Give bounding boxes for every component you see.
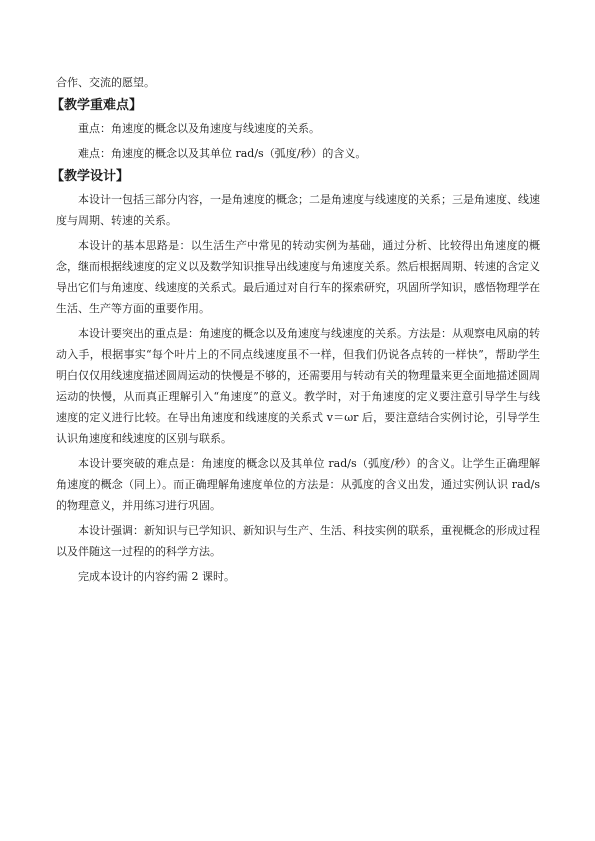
intro-tail-text: 合作、交流的愿望。 <box>56 76 155 89</box>
design-paragraph-difficulty: 本设计要突破的难点是：角速度的概念以及其单位 rad/s（弧度/秒）的含义。让学生正确理解角速度的概念（同上）。而正确理解角速度单位的方法是：从弧度的含义出发，通过实例认识 rad/s 的物理意义，并用练习进行巩固。 <box>56 457 540 512</box>
difficult-point-text: 难点：角速度的概念以及其单位 rad/s（弧度/秒）的含义。 <box>78 147 367 160</box>
section-heading-teaching-design: 【教学设计】 <box>51 169 130 184</box>
key-point-text: 重点：角速度的概念以及角速度与线速度的关系。 <box>78 122 320 135</box>
document-body <box>51 72 540 587</box>
design-paragraph-overview: 本设计一包括三部分内容，一是角速度的概念；二是角速度与线速度的关系；三是角速度、线速度与周期、转速的关系。 <box>56 193 540 227</box>
design-paragraph-duration: 完成本设计的内容约需 2 课时。 <box>78 570 235 583</box>
section-heading-key-difficult-points: 【教学重难点】 <box>51 98 143 113</box>
design-paragraph-emphasis: 本设计强调：新知识与已学知识、新知识与生产、生活、科技实例的联系，重视概念的形成过程以及伴随这一过程的的科学方法。 <box>56 524 540 558</box>
design-paragraph-key-focus: 本设计要突出的重点是：角速度的概念以及角速度与线速度的关系。方法是：从观察电风扇的转动入手，根据事实“每个叶片上的不同点线速度虽不一样，但我们仍说各点转的一样快”，帮助学生明白仅仅用线速度描述圆周运动的快慢是不够的，还需要用与转动有关的物理量来更全面地描述圆周运动的快慢，从而真正理解引入“角速度”的意义。教学时，对于角速度的定义要注意引导学生与线速度的定义进行比较。在导出角速度和线速度的关系式 v＝ωr 后，要注意结合实例讨论，引导学生认识角速度和线速度的区别与联系。 <box>56 327 540 445</box>
design-paragraph-approach: 本设计的基本思路是：以生活生产中常见的转动实例为基础，通过分析、比较得出角速度的概念，继而根据线速度的定义以及数学知识推导出线速度与角速度关系。然后根据周期、转速的含定义导出它们与角速度、线速度的关系式。最后通过对自行车的探索研究，巩固所学知识，感悟物理学在生活、生产等方面的重要作用。 <box>56 239 540 315</box>
